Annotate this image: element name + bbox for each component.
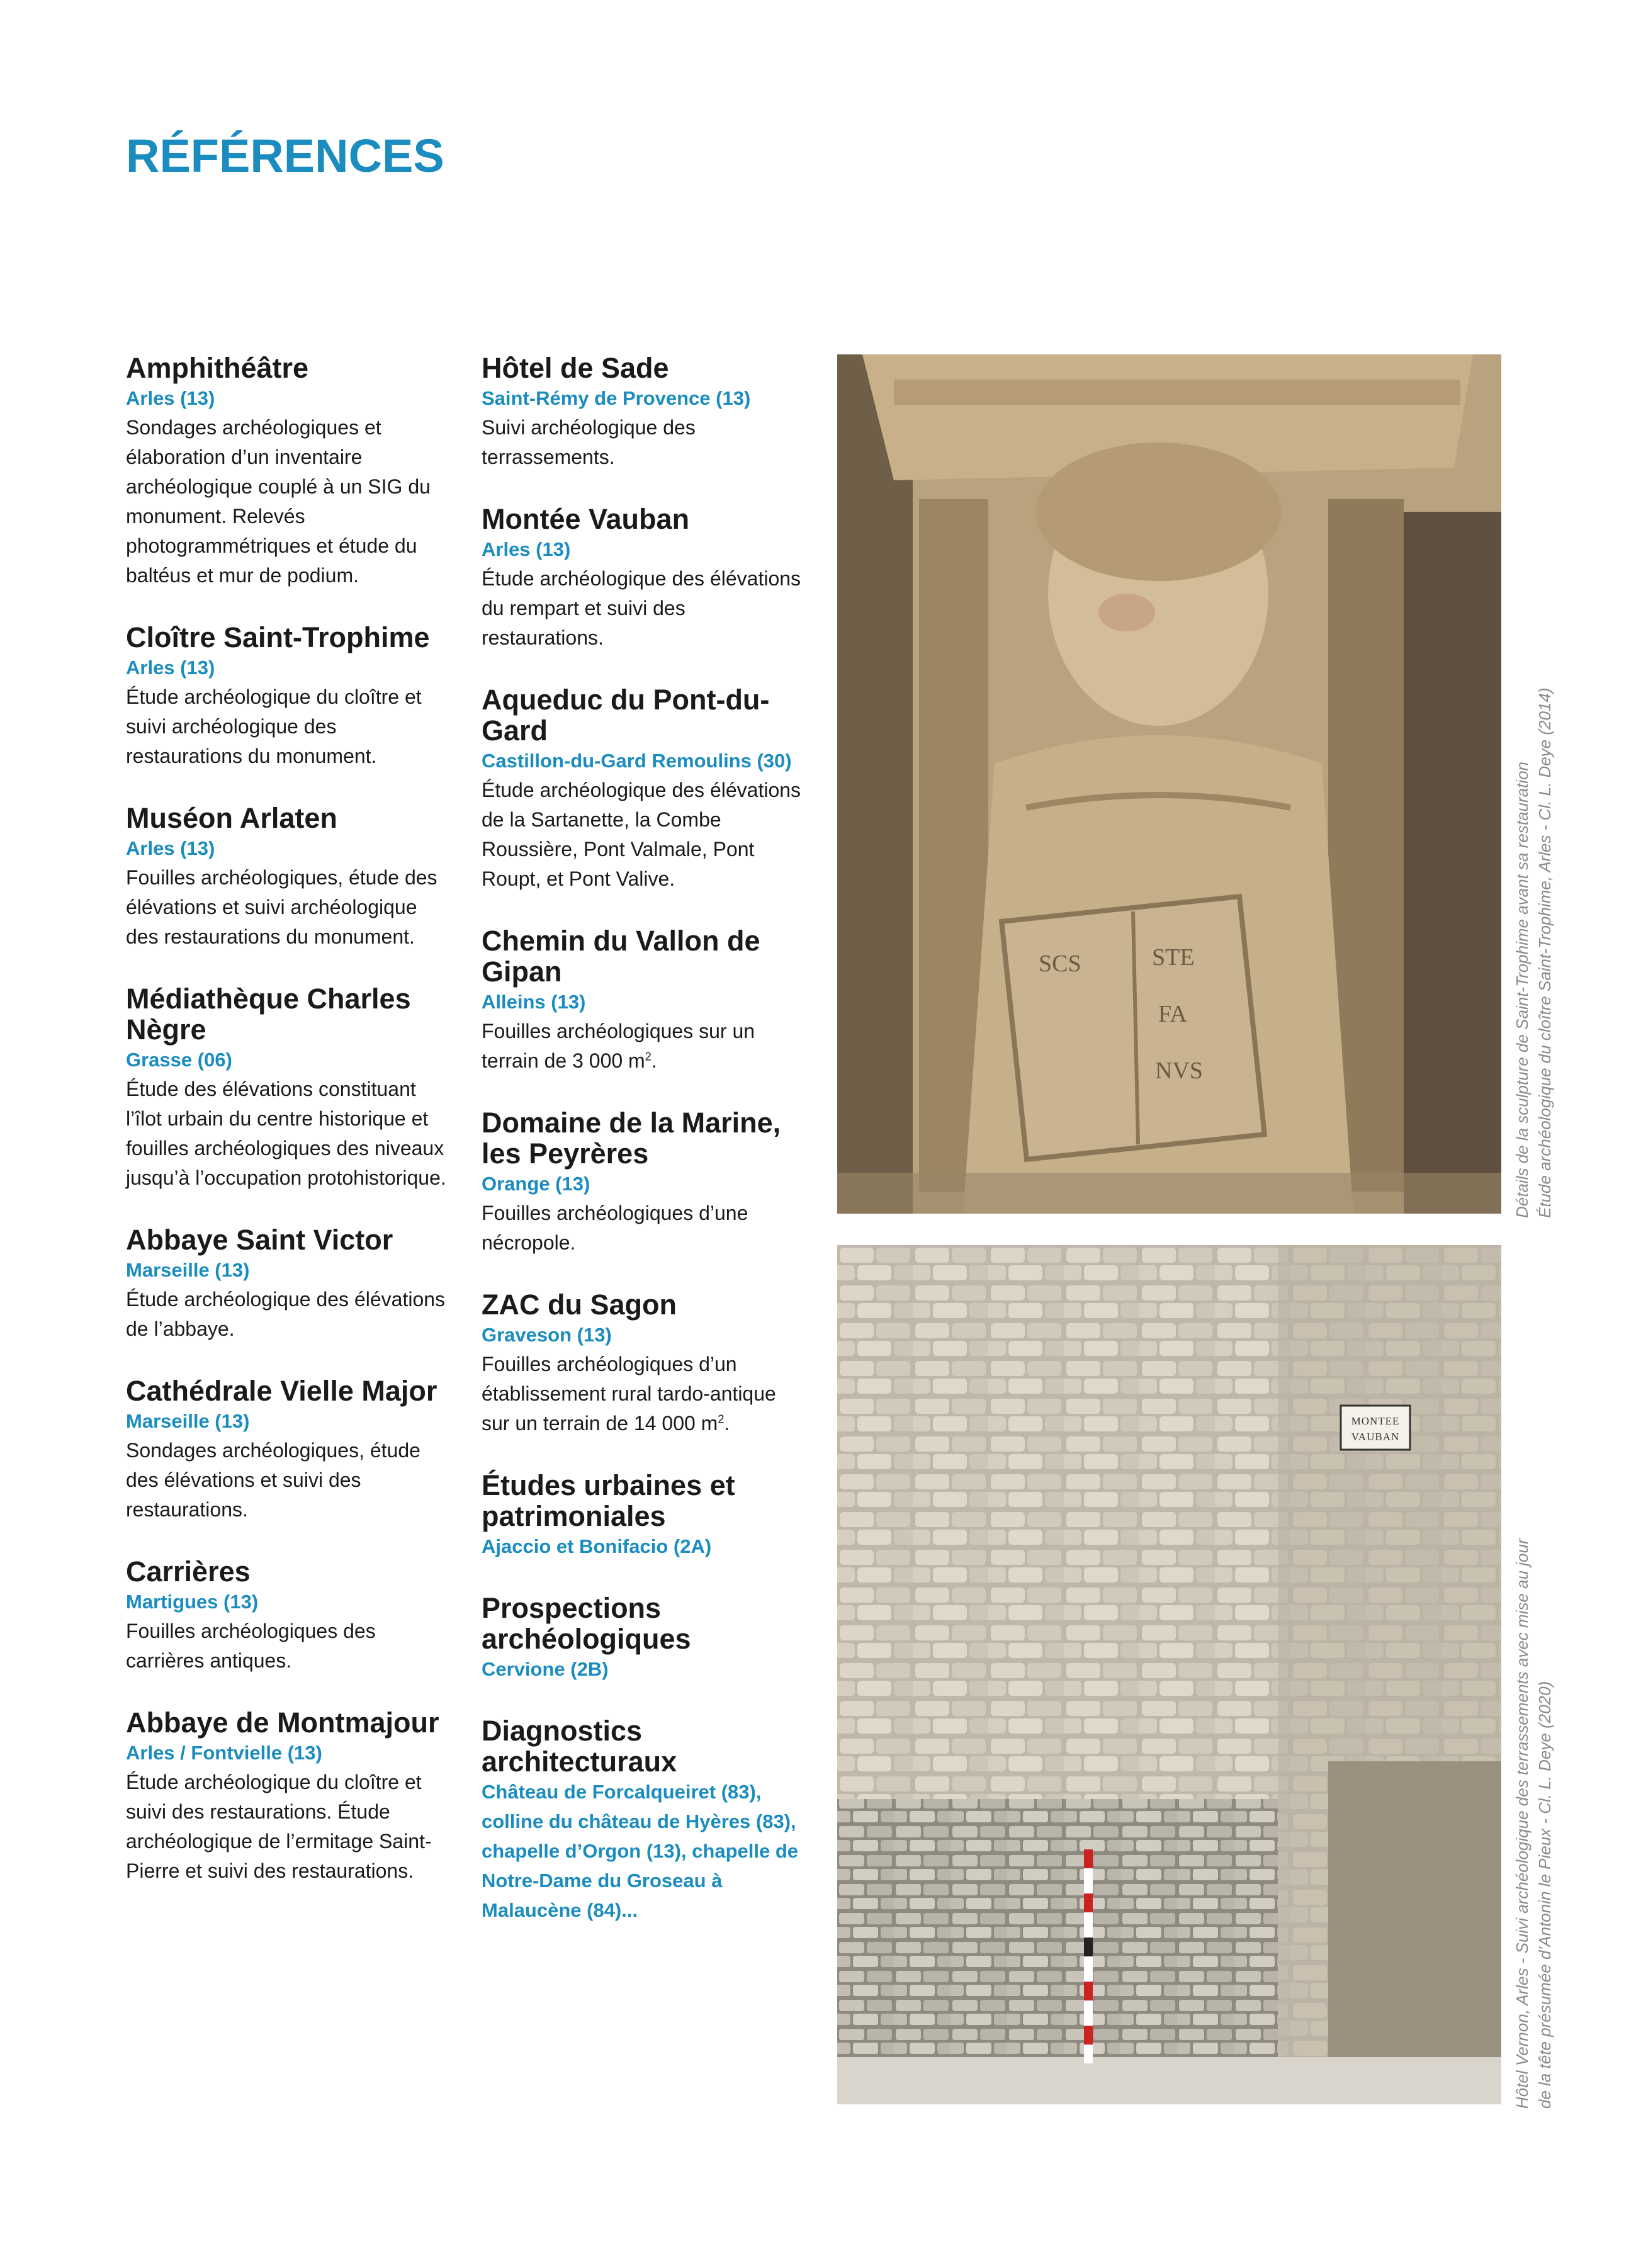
reference-location: Ajaccio et Bonifacio (2A) bbox=[482, 1535, 712, 1557]
reference-location: Saint-Rémy de Provence (13) bbox=[482, 387, 751, 409]
superscript: 2 bbox=[645, 1050, 652, 1063]
caption-line: de la tête présumée d’Antonin le Pieux - Cl. L. Deye (2020) bbox=[1535, 1681, 1554, 2109]
reference-description: Fouilles archéologiques des carrières antiques. bbox=[126, 1620, 376, 1672]
reference-description bbox=[482, 1350, 809, 1438]
reference-title: Médiathèque Charles Nègre bbox=[126, 983, 411, 1046]
reference-description: Étude archéologique du cloître et suivi archéologique des restaurations du monument. bbox=[126, 685, 422, 767]
reference-description: Fouilles archéologiques, étude des élévations et suivi archéologique des restaurations du monument. bbox=[126, 866, 437, 948]
reference-entry bbox=[126, 983, 453, 1193]
description-suffix: . bbox=[651, 1049, 657, 1072]
reference-entry bbox=[482, 1715, 809, 1925]
book-inscription: FA bbox=[1158, 1001, 1187, 1027]
wall-photo bbox=[837, 1245, 1501, 2104]
reference-entry bbox=[482, 353, 809, 472]
reference-entry bbox=[126, 1375, 453, 1525]
reference-location: Martigues (13) bbox=[126, 1591, 259, 1613]
reference-title: Hôtel de Sade bbox=[482, 352, 669, 384]
reference-description: Sondages archéologiques et élaboration d’un inventaire archéologique couplé à un SIG du monument. Relevés photogrammétriques et étude du baltéus et mur de podium. bbox=[126, 416, 431, 587]
photo-caption-bottom bbox=[1511, 1538, 1556, 2109]
sculpture-photo bbox=[837, 354, 1501, 1214]
reference-title: ZAC du Sagon bbox=[482, 1289, 677, 1321]
reference-description: Suivi archéologique des terrassements. bbox=[482, 416, 696, 468]
reference-location: Marseille (13) bbox=[126, 1259, 250, 1281]
reference-entry bbox=[126, 353, 453, 590]
reference-title: Domaine de la Marine, les Peyrères bbox=[482, 1107, 781, 1170]
reference-entry bbox=[482, 1289, 809, 1438]
reference-description: Étude archéologique des élévations du rempart et suivi des restaurations. bbox=[482, 567, 801, 649]
reference-location: Orange (13) bbox=[482, 1173, 590, 1195]
street-sign-line: MONTEE bbox=[1351, 1415, 1400, 1427]
references-column-2 bbox=[482, 353, 809, 1956]
reference-location: Alleins (13) bbox=[482, 991, 586, 1013]
reference-location: Château de Forcalqueiret (83), colline du château de Hyères (83), chapelle d’Orgon (13), chapelle de Notre-Dame du Groseau à Malaucène (84)... bbox=[482, 1781, 799, 1921]
reference-location: Grasse (06) bbox=[126, 1049, 232, 1071]
reference-location: Marseille (13) bbox=[126, 1410, 250, 1432]
reference-title: Cathédrale Vielle Major bbox=[126, 1375, 437, 1407]
reference-title: Abbaye de Montmajour bbox=[126, 1707, 439, 1739]
reference-description: Étude des élévations constituant l’îlot urbain du centre historique et fouilles archéologiques des niveaux jusqu’à l’occupation protohistorique. bbox=[126, 1078, 446, 1189]
reference-title: Carrières bbox=[126, 1555, 251, 1588]
reference-location: Arles (13) bbox=[126, 657, 215, 679]
reference-title: Abbaye Saint Victor bbox=[126, 1224, 393, 1256]
caption-line: Étude archéologique du cloître Saint-Trophime, Arles - Cl. L. Deye (2014) bbox=[1535, 687, 1554, 1218]
page-title: RÉFÉRENCES bbox=[126, 130, 444, 182]
reference-entry bbox=[126, 1707, 453, 1886]
reference-description bbox=[482, 1017, 809, 1076]
book-inscription: NVS bbox=[1155, 1058, 1204, 1084]
reference-location: Cervione (2B) bbox=[482, 1658, 609, 1680]
reference-location: Castillon-du-Gard Remoulins (30) bbox=[482, 750, 792, 772]
reference-location: Graveson (13) bbox=[482, 1324, 612, 1346]
reference-title: Chemin du Vallon de Gipan bbox=[482, 925, 760, 988]
reference-location: Arles (13) bbox=[482, 538, 571, 560]
reference-location: Arles (13) bbox=[126, 837, 215, 859]
reference-entry bbox=[126, 622, 453, 771]
reference-entry bbox=[482, 1593, 809, 1684]
book-inscription: STE bbox=[1152, 944, 1195, 971]
reference-description: Étude archéologique des élévations de la Sartanette, la Combe Roussière, Pont Valmale, Pont Roupt, et Pont Valive. bbox=[482, 779, 801, 890]
sculpture-illustration bbox=[837, 354, 1501, 1214]
reference-entry bbox=[482, 1107, 809, 1258]
reference-description: Sondages archéologiques, étude des élévations et suivi des restaurations. bbox=[126, 1439, 420, 1521]
reference-entry bbox=[126, 1224, 453, 1344]
reference-location: Arles (13) bbox=[126, 387, 215, 409]
superscript: 2 bbox=[718, 1413, 725, 1426]
description-text: Fouilles archéologiques sur un terrain de 3 000 m bbox=[482, 1020, 755, 1072]
caption-line: Détails de la sculpture de Saint-Trophime avant sa restauration bbox=[1513, 761, 1532, 1218]
reference-title: Montée Vauban bbox=[482, 503, 690, 535]
description-text: Fouilles archéologiques d’un établissement rural tardo-antique sur un terrain de 14 000 m bbox=[482, 1353, 776, 1435]
reference-title: Études urbaines et patrimoniales bbox=[482, 1469, 735, 1532]
reference-location: Arles / Fontvielle (13) bbox=[126, 1742, 322, 1764]
reference-description: Étude archéologique des élévations de l’abbaye. bbox=[126, 1288, 446, 1340]
caption-line: Hôtel Vernon, Arles - Suivi archéologique des terrassements avec mise au jour bbox=[1513, 1538, 1532, 2109]
reference-entry bbox=[126, 803, 453, 952]
reference-title: Amphithéâtre bbox=[126, 352, 309, 384]
reference-description: Étude archéologique du cloître et suivi des restaurations. Étude archéologique de l’ermitage Saint-Pierre et suivi des restaurations. bbox=[126, 1771, 432, 1882]
reference-title: Diagnostics architecturaux bbox=[482, 1715, 677, 1778]
street-sign-line: VAUBAN bbox=[1351, 1431, 1400, 1443]
reference-entry bbox=[482, 1470, 809, 1561]
photo-caption-top bbox=[1511, 687, 1556, 1218]
reference-title: Aqueduc du Pont-du-Gard bbox=[482, 684, 770, 747]
reference-entry bbox=[482, 925, 809, 1076]
book-inscription: SCS bbox=[1039, 951, 1081, 977]
reference-description: Fouilles archéologiques d’une nécropole. bbox=[482, 1202, 748, 1254]
reference-entry bbox=[482, 684, 809, 894]
reference-title: Prospections archéologiques bbox=[482, 1592, 691, 1655]
wall-illustration bbox=[837, 1245, 1501, 2104]
reference-title: Muséon Arlaten bbox=[126, 802, 337, 834]
reference-entry bbox=[126, 1556, 453, 1676]
description-suffix: . bbox=[724, 1412, 730, 1435]
references-column-1 bbox=[126, 353, 453, 1917]
reference-entry bbox=[482, 504, 809, 653]
reference-title: Cloître Saint-Trophime bbox=[126, 621, 430, 653]
